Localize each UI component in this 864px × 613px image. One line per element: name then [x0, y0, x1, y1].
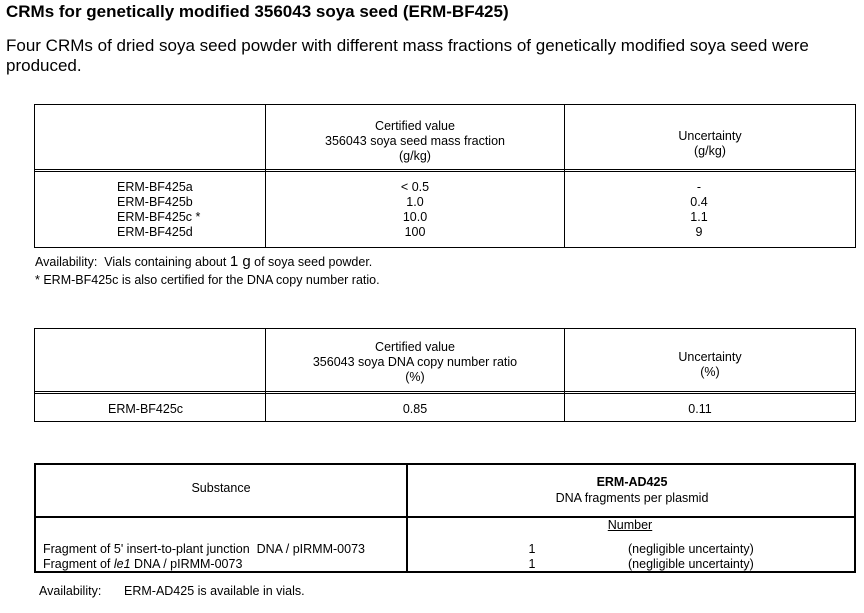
certified-value-header-line: 356043 soya seed mass fraction: [325, 134, 505, 148]
uncertainty-value: -: [696, 180, 702, 194]
certified-value-header-line: Certified value: [375, 119, 455, 133]
material-name: ERM-BF425a: [117, 180, 193, 194]
certified-value-column: [266, 180, 564, 240]
certified-value-header: [266, 340, 564, 385]
uncertainty-note: (negligible uncertainty): [628, 542, 754, 556]
fragment-number: 1: [528, 542, 536, 556]
availability-suffix: of soya seed powder.: [250, 255, 373, 269]
availability-text: ERM-AD425 is available in vials.: [124, 584, 305, 598]
copy-number-table: [34, 328, 856, 422]
certified-value-header-line: Certified value: [375, 340, 455, 354]
uncertainty-header-line: (%): [700, 365, 720, 379]
page-title: CRMs for genetically modified 356043 soya seed (ERM-BF425): [6, 2, 509, 21]
availability-prefix: Availability: Vials containing about: [35, 255, 230, 269]
uncertainty-column: [628, 542, 808, 572]
footnote: * ERM-BF425c is also certified for the DNA copy number ratio.: [35, 273, 380, 287]
availability-label: Availability:: [39, 584, 102, 598]
certified-value-header-line: 356043 soya DNA copy number ratio: [312, 355, 518, 369]
substance-row: [36, 557, 406, 572]
material-name: ERM-BF425d: [117, 225, 193, 239]
substance-header: Substance: [191, 481, 251, 495]
fragment-number: 1: [528, 557, 536, 571]
substance-text: DNA / pIRMM-0073: [130, 557, 243, 571]
intro-paragraph: Four CRMs of dried soya seed powder with different mass fractions of genetically modified soya seed were produced.: [6, 36, 809, 75]
uncertainty-value: 0.4: [690, 195, 708, 209]
certified-value-header-line: (g/kg): [399, 149, 431, 163]
uncertainty-value: 0.11: [688, 402, 712, 416]
substance-row: [36, 542, 406, 557]
plasmid-description: DNA fragments per plasmid: [555, 491, 709, 505]
uncertainty-header-line: Uncertainty: [678, 350, 742, 364]
uncertainty-header-line: (g/kg): [694, 144, 726, 158]
reference-material-code: ERM-AD425: [596, 475, 668, 489]
material-name-column: [35, 180, 265, 240]
material-name: ERM-BF425c *: [117, 210, 201, 224]
substance-text: Fragment of: [43, 557, 114, 571]
certified-value-header-line: (%): [405, 370, 425, 384]
mass-fraction-table: [34, 104, 856, 248]
uncertainty-header: [565, 350, 855, 380]
certified-value: 1.0: [406, 195, 424, 209]
material-name: ERM-BF425c: [108, 402, 184, 416]
availability-amount: 1 g: [229, 253, 251, 270]
uncertainty-column: [565, 180, 833, 240]
uncertainty-value: 1.1: [690, 210, 708, 224]
number-column: [522, 542, 542, 572]
uncertainty-value: 9: [695, 225, 703, 239]
number-header: Number: [607, 518, 653, 532]
uncertainty-header: [565, 129, 855, 159]
availability-note: [35, 253, 372, 270]
plasmid-table: [34, 463, 856, 573]
certified-value: < 0.5: [400, 180, 430, 194]
gene-name: le1: [113, 557, 131, 571]
certified-value-header: [266, 119, 564, 164]
certified-value: 10.0: [402, 210, 428, 224]
uncertainty-header-line: Uncertainty: [678, 129, 742, 143]
uncertainty-note: (negligible uncertainty): [628, 557, 754, 571]
material-name: ERM-BF425b: [117, 195, 193, 209]
substance-text: Fragment of 5' insert-to-plant junction DNA / pIRMM-0073: [43, 542, 365, 556]
certified-value: 0.85: [402, 402, 428, 416]
certified-value: 100: [404, 225, 426, 239]
